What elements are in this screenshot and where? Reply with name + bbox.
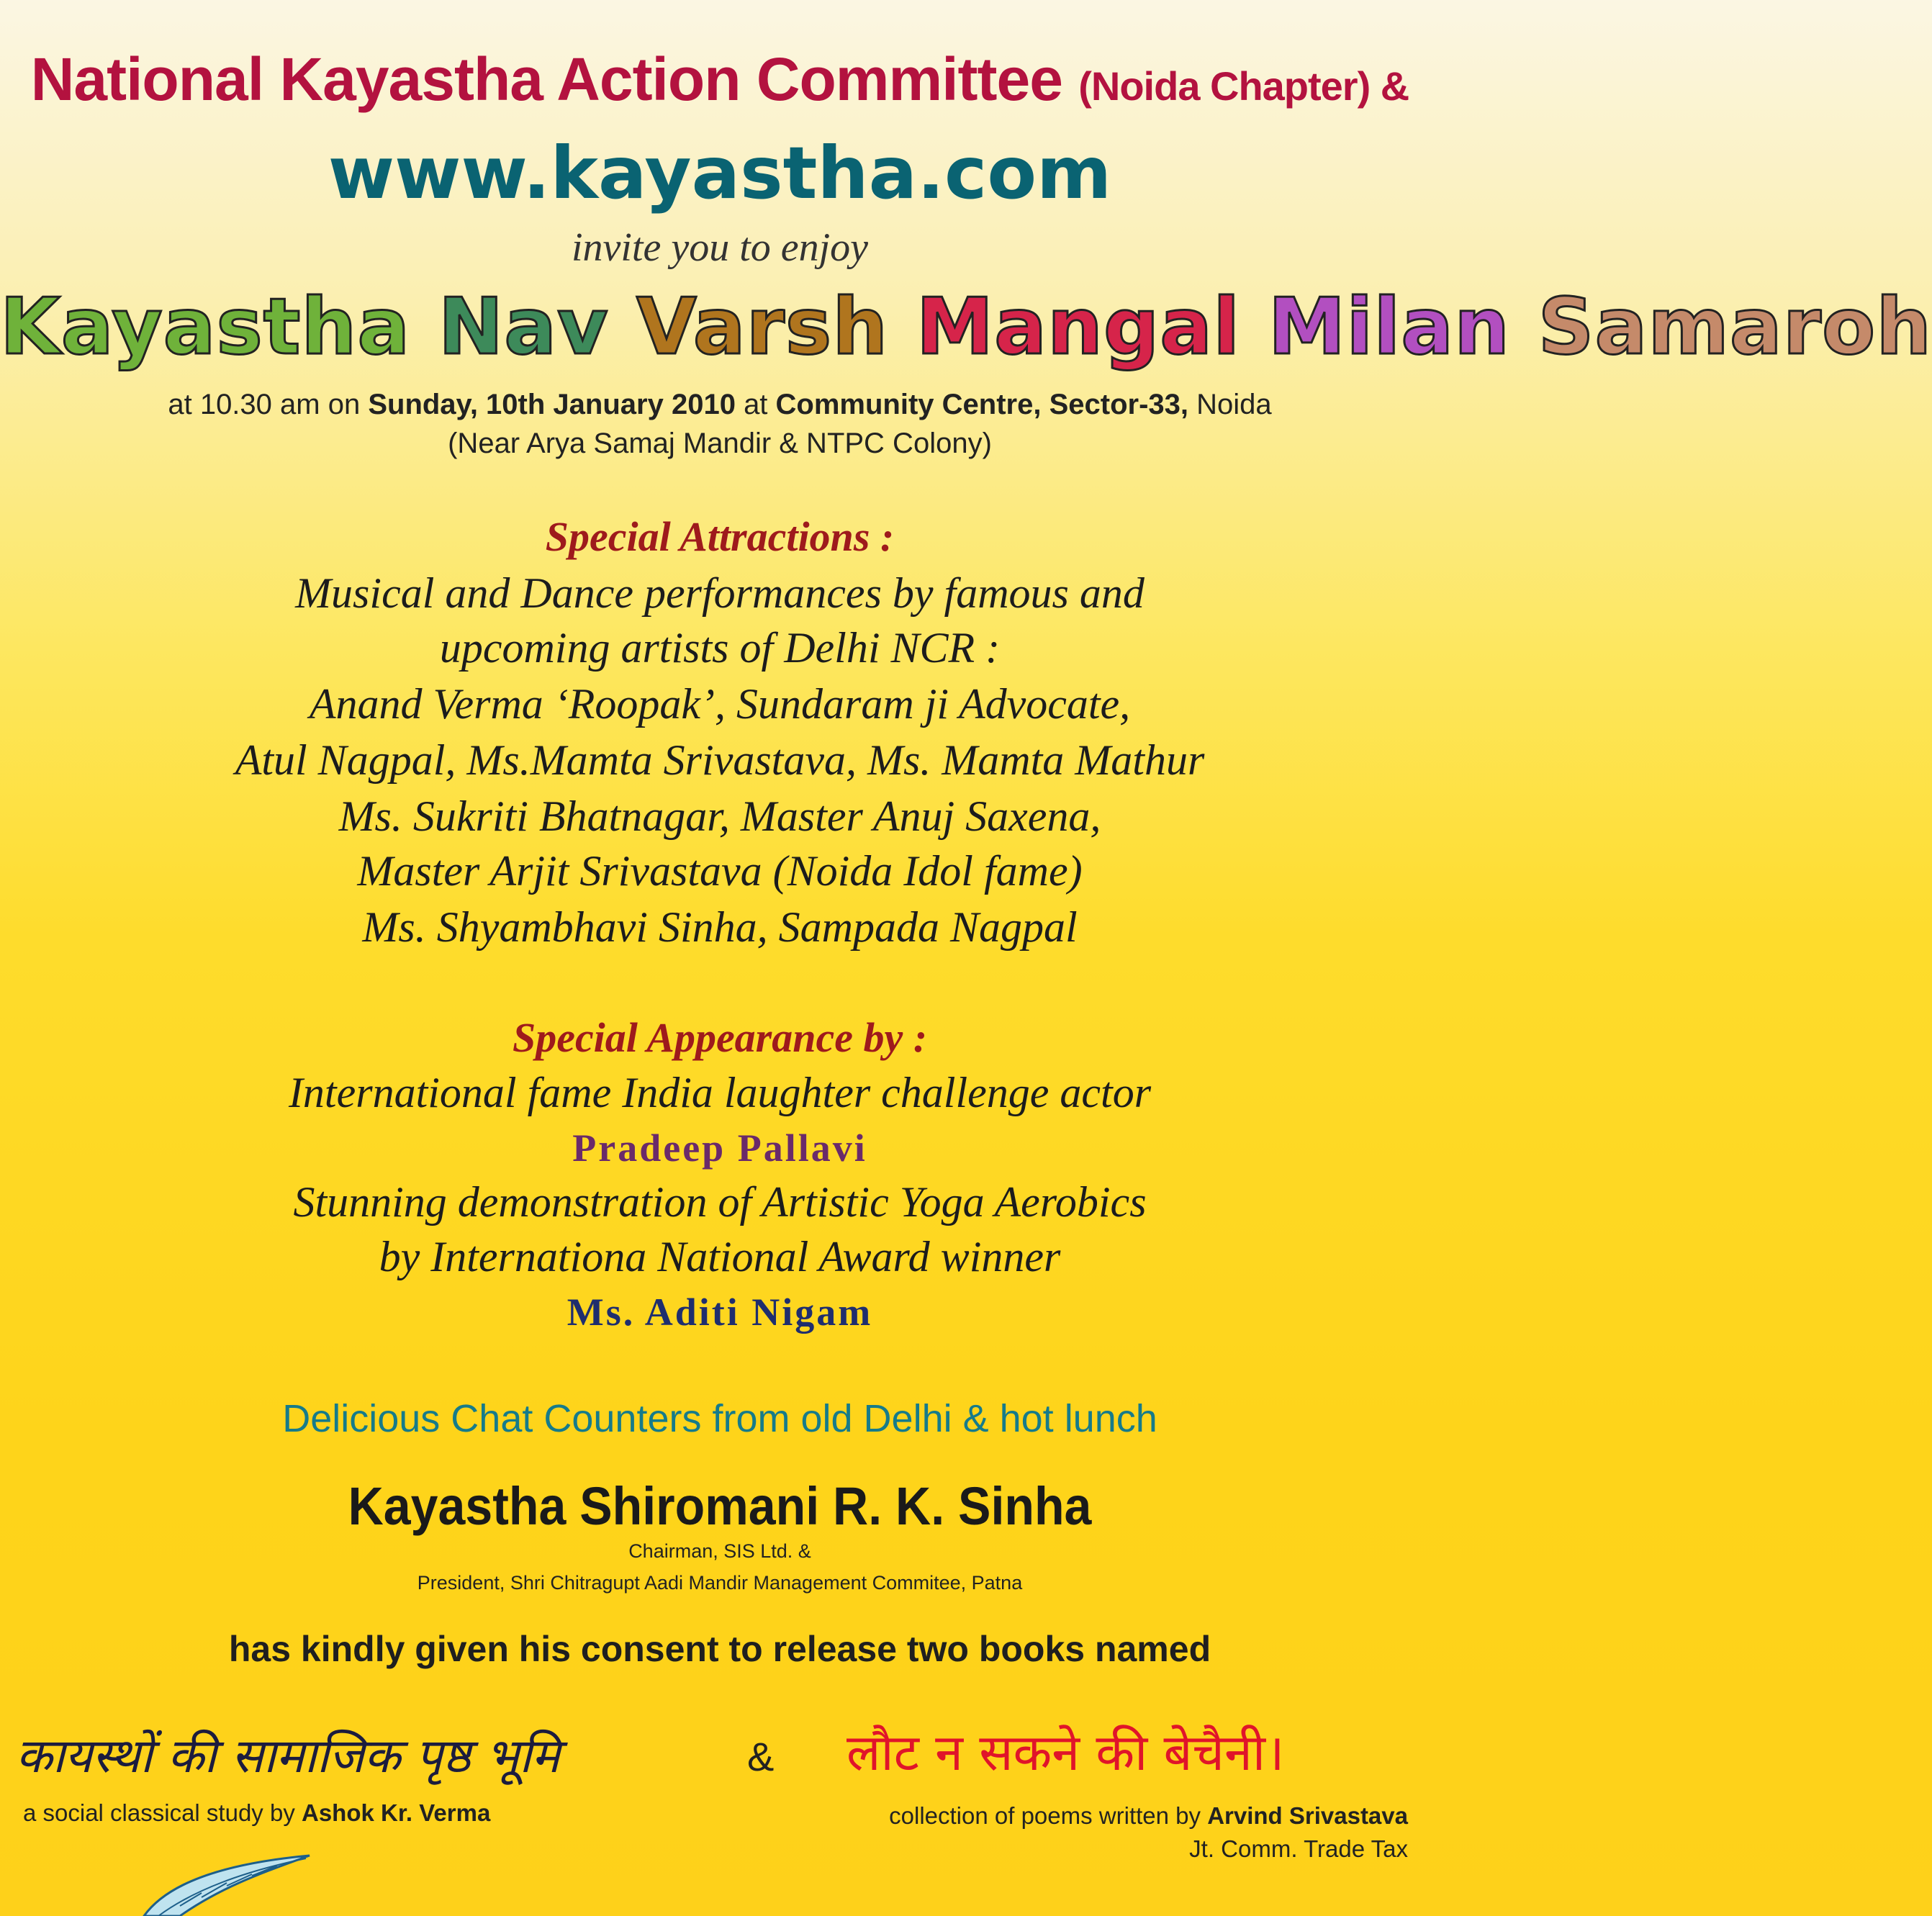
book1-credit bbox=[23, 1799, 490, 1827]
event-city: Noida bbox=[1196, 389, 1272, 420]
event-at: at bbox=[744, 389, 768, 420]
book2-credit bbox=[889, 1799, 1408, 1866]
attractions-line: Musical and Dance performances by famous and bbox=[295, 569, 1145, 617]
attractions-line: Master Arjit Srivastava (Noida Idol fame) bbox=[357, 847, 1083, 895]
banner-word-6: Samaroh bbox=[1538, 282, 1932, 372]
attractions-line: Ms. Sukriti Bhatnagar, Master Anuj Saxena, bbox=[338, 792, 1101, 840]
attractions-line: Ms. Shyambhavi Sinha, Sampada Nagpal bbox=[362, 903, 1078, 951]
invite-text: invite you to enjoy bbox=[571, 225, 869, 270]
appearance-line: International fame India laughter challenge actor bbox=[288, 1069, 1152, 1116]
organizer-chapter: (Noida Chapter) & bbox=[1078, 63, 1409, 109]
event-date: Sunday, 10th January 2010 bbox=[368, 389, 736, 420]
guest-aditi-nigam: Ms. Aditi Nigam bbox=[566, 1291, 873, 1334]
attractions-line: Atul Nagpal, Ms.Mamta Srivastava, Ms. Mamta Mathur bbox=[235, 736, 1205, 784]
banner-word-4: Mangal bbox=[916, 282, 1241, 372]
banner-word-2: Nav bbox=[438, 282, 609, 372]
books-ampersand: & bbox=[747, 1734, 775, 1779]
chief-guest-name: Kayastha Shiromani R. K. Sinha bbox=[348, 1476, 1092, 1536]
chief-guest-title: Chairman, SIS Ltd. & bbox=[628, 1540, 811, 1562]
appearance-heading: Special Appearance by : bbox=[512, 1014, 928, 1061]
event-details bbox=[0, 389, 1440, 421]
appearance-line: Stunning demonstration of Artistic Yoga Aerobics bbox=[293, 1178, 1147, 1226]
food-note: Delicious Chat Counters from old Delhi & hot lunch bbox=[282, 1397, 1157, 1440]
book2-description: collection of poems written by bbox=[889, 1802, 1201, 1829]
book1-author: Ashok Kr. Verma bbox=[302, 1799, 491, 1826]
event-time: at 10.30 am on bbox=[168, 389, 361, 420]
book2-title: लौट न सकने की बेचैनी। bbox=[847, 1723, 1285, 1782]
organizer-name: National Kayastha Action Committee bbox=[30, 45, 1062, 113]
feather-quill-icon bbox=[137, 1850, 317, 1916]
book1-description: a social classical study by bbox=[23, 1799, 295, 1826]
guest-pradeep-pallavi: Pradeep Pallavi bbox=[572, 1126, 867, 1170]
banner-word-3: Varsh bbox=[636, 282, 889, 372]
attractions-line: Anand Verma ‘Roopak’, Sundaram ji Advocate, bbox=[309, 680, 1131, 728]
website-url: www.kayastha.com bbox=[328, 131, 1112, 215]
appearance-line: by Internationa National Award winner bbox=[379, 1233, 1061, 1280]
event-banner bbox=[0, 282, 1932, 372]
banner-word-5: Milan bbox=[1268, 282, 1511, 372]
book1-title: कायस्थों की सामाजिक पृष्ठ भूमि bbox=[16, 1728, 560, 1784]
attractions-heading: Special Attractions : bbox=[545, 513, 895, 560]
event-venue: Community Centre, Sector-33, bbox=[775, 389, 1189, 420]
book2-author: Arvind Srivastava bbox=[1207, 1802, 1408, 1829]
event-landmark: (Near Arya Samaj Mandir & NTPC Colony) bbox=[448, 428, 992, 459]
book2-author-title: Jt. Comm. Trade Tax bbox=[1189, 1835, 1408, 1862]
organizer-line bbox=[0, 45, 1440, 114]
banner-word-1: Kayastha bbox=[0, 282, 411, 372]
chief-guest-title: President, Shri Chitragupt Aadi Mandir Management Commitee, Patna bbox=[417, 1572, 1023, 1594]
consent-text: has kindly given his consent to release two books named bbox=[228, 1629, 1211, 1669]
attractions-line: upcoming artists of Delhi NCR : bbox=[439, 624, 1001, 672]
